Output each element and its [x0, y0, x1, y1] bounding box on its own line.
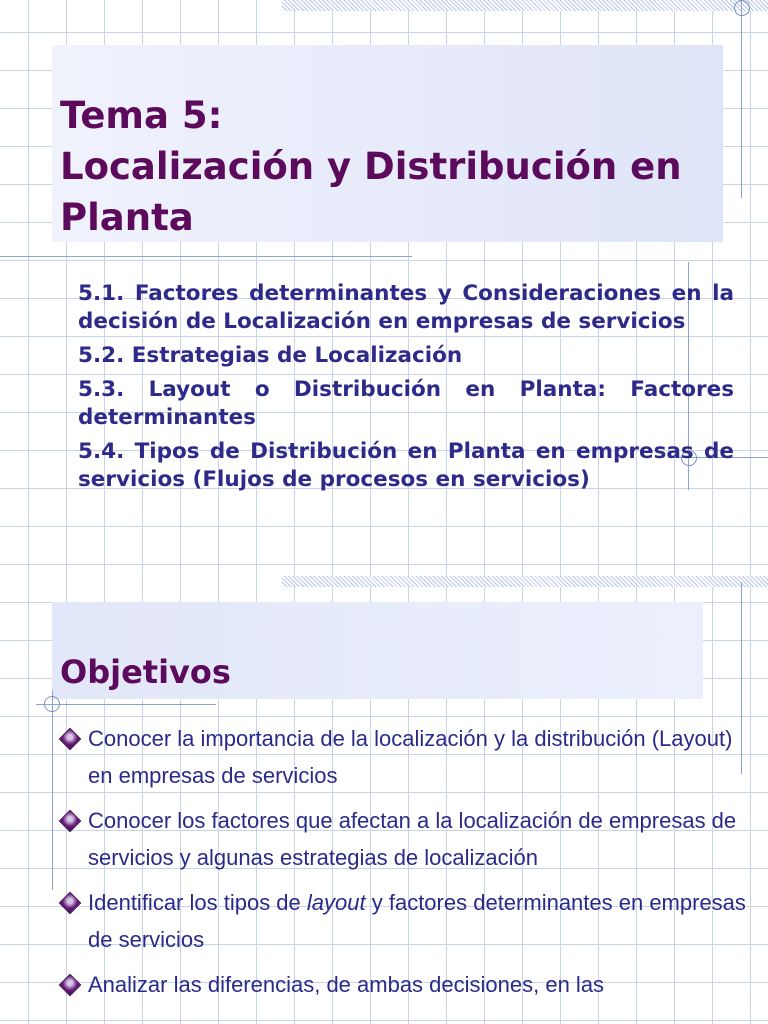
diamond-bullet-icon	[59, 728, 82, 751]
top-hatch-band	[282, 0, 768, 11]
objectives-list	[58, 720, 758, 1011]
objective-emphasis: layout	[306, 890, 366, 915]
objective-text-after: y factores determinantes en empresas de servicios	[88, 890, 746, 952]
objective-text: Conocer los factores que afectan a la localización de empresas de servicios y algunas estrategias de localización	[88, 808, 737, 870]
objective-text: Conocer la importancia de la localización y la distribución (Layout) en empresas de servicios	[88, 726, 733, 788]
accent-line	[0, 256, 412, 257]
objective-item	[58, 720, 758, 794]
accent-line	[52, 690, 53, 890]
objective-item	[58, 884, 758, 958]
accent-line	[36, 704, 216, 705]
topic-item: 5.2. Estrategias de Localización	[78, 343, 463, 368]
objective-item	[58, 966, 758, 1003]
title-line: Planta	[60, 196, 194, 239]
topic-item: 5.1. Factores determinantes y Consideraciones en la decisión de Localización en empresas de servicios	[78, 281, 734, 334]
accent-line	[741, 0, 742, 198]
diamond-bullet-icon	[59, 974, 82, 997]
ring-ornament	[734, 0, 750, 16]
ring-ornament	[44, 696, 60, 712]
objectives-heading: Objetivos	[60, 653, 231, 691]
objective-text-before: Identificar los tipos de	[88, 890, 307, 915]
objective-item	[58, 802, 758, 876]
topic-list	[78, 280, 734, 500]
topic-item: 5.4. Tipos de Distribución en Planta en empresas de servicios (Flujos de procesos en servicios)	[78, 439, 734, 492]
diamond-bullet-icon	[59, 810, 82, 833]
middle-hatch-band	[282, 576, 768, 587]
objective-text: Analizar las diferencias, de ambas decisiones, en las	[88, 972, 605, 997]
title-line: Tema 5:	[60, 94, 223, 137]
topic-item: 5.3. Layout o Distribución en Planta: Factores determinantes	[78, 377, 734, 430]
slide-title	[60, 90, 682, 243]
title-line: Localización y Distribución en	[60, 145, 682, 188]
diamond-bullet-icon	[59, 892, 82, 915]
